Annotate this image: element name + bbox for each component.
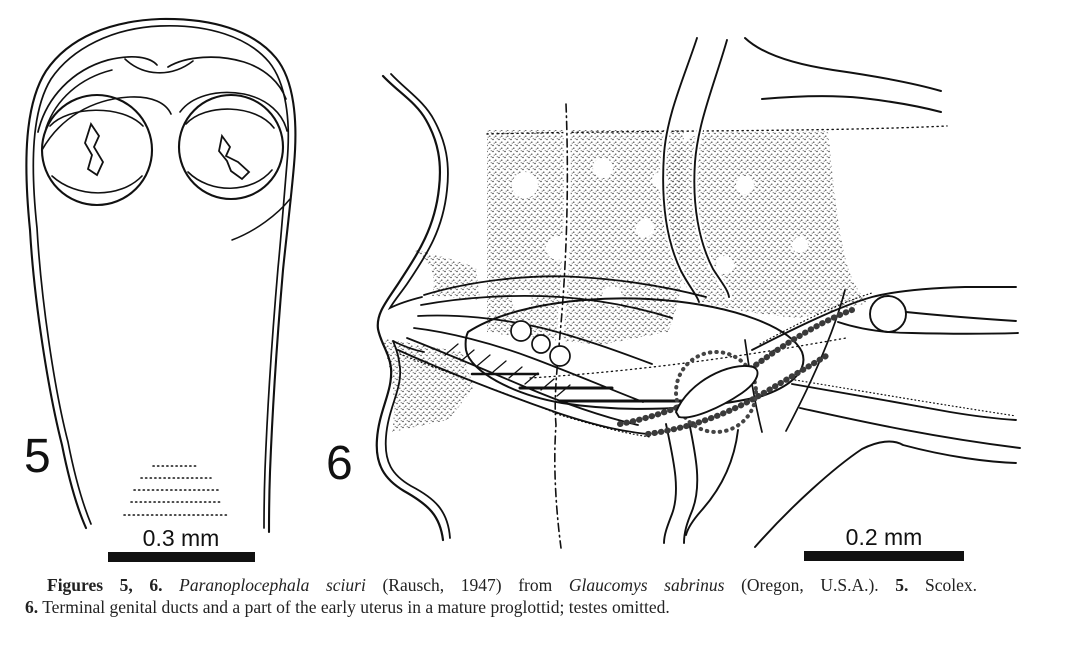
- right-sucker: [179, 95, 283, 199]
- right-extension-lines: [752, 287, 1020, 547]
- figure6-label: 6: [326, 437, 353, 490]
- figure5-scale-bar: [108, 552, 255, 562]
- caption-locality: (Oregon, U.S.A.).: [741, 575, 879, 595]
- caption-line-2: [25, 596, 977, 618]
- left-sucker-slit: [85, 124, 103, 175]
- upper-right-curve-1: [745, 38, 941, 91]
- lower-band-1: [792, 384, 1016, 420]
- figure5-scalebar: [108, 525, 255, 562]
- figure-caption: [25, 574, 977, 618]
- caption-host-name: Glaucomys sabrinus: [568, 575, 725, 595]
- proglottid-margin: [377, 74, 450, 540]
- figure6-scale-bar: [804, 551, 964, 561]
- caption-fig5-number: 5.: [895, 575, 909, 595]
- spindle-body: [676, 366, 758, 417]
- canal-below-1: [664, 424, 676, 543]
- caption-figures-label: Figures 5, 6.: [47, 575, 163, 595]
- seminal-vesicle: [870, 296, 906, 332]
- neck-stipple-rows: [124, 466, 228, 515]
- figure5-scale-text: 0.3 mm: [142, 525, 220, 551]
- caption-fig5-description: Scolex.: [925, 575, 978, 595]
- left-sucker: [42, 95, 152, 205]
- stipple-left-upper: [410, 248, 480, 300]
- caption-line-1: [25, 574, 977, 596]
- figure6-scale-text: 0.2 mm: [845, 524, 923, 550]
- caption-fig6-description: Terminal genital ducts and a part of the early uterus in a mature proglottid; testes omitted.: [42, 597, 670, 617]
- stipple-left-lower: [381, 338, 474, 432]
- caption-fig6-number: 6.: [25, 597, 39, 617]
- figure6-proglottid-drawing: [377, 38, 1020, 548]
- lower-band-2: [800, 408, 1020, 448]
- left-sucker-arc-bottom: [52, 176, 142, 193]
- upper-right-curve-2: [762, 96, 941, 112]
- caption-authority: (Rausch, 1947) from: [382, 575, 553, 595]
- figure5-scolex-drawing: [26, 19, 295, 532]
- right-sucker-slit: [219, 136, 249, 179]
- right-sucker-arc-bottom: [188, 170, 272, 188]
- figure5-label: 5: [24, 430, 51, 483]
- caption-species-name: Paranoplocephala sciuri: [179, 575, 366, 595]
- margin-outer: [377, 76, 443, 540]
- figure6-scalebar: [804, 524, 964, 561]
- right-sucker-arc-top: [186, 109, 274, 128]
